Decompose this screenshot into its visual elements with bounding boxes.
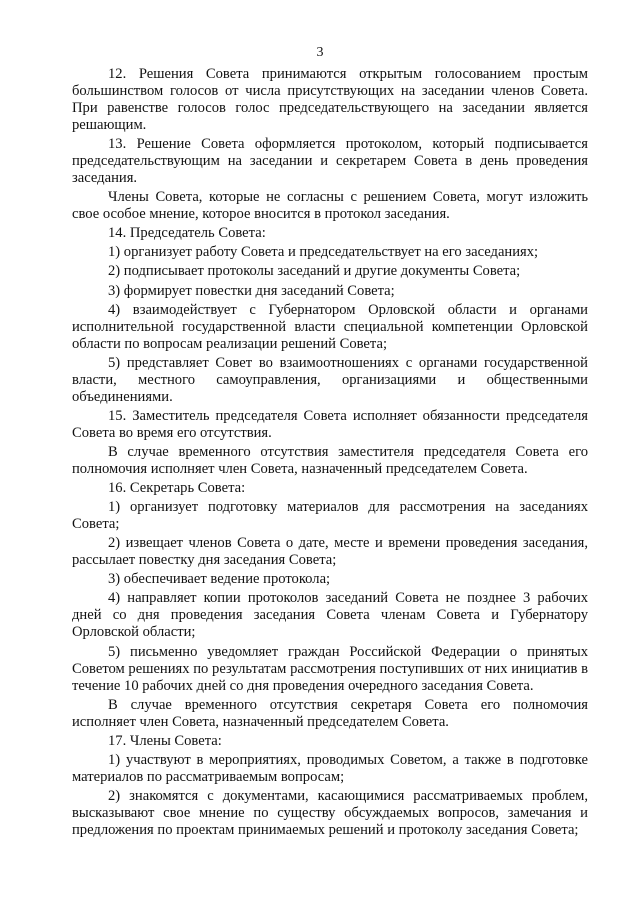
paragraph-17-item-2: 2) знакомятся с документами, касающимися рассматриваемых проблем, высказывают свое мнение по существу обсуждаемых вопросов, замечания и предложения по проектам принимаемых решений и протоколу заседания Совета; — [72, 787, 588, 838]
paragraph-14-item-1: 1) организует работу Совета и председательствует на его заседаниях; — [108, 244, 539, 261]
paragraph-16-item-1: 1) организует подготовку материалов для рассмотрения на заседаниях Совета; — [72, 499, 588, 533]
paragraph-14-item-2: 2) подписывает протоколы заседаний и другие документы Совета; — [108, 263, 521, 280]
page-number: 3 — [316, 45, 324, 60]
paragraph-16-heading: 16. Секретарь Совета: — [108, 480, 246, 497]
paragraph-14-heading: 14. Председатель Совета: — [108, 225, 266, 242]
paragraph-17-item-1: 1) участвуют в мероприятиях, проводимых Советом, а также в подготовке материалов по рассматриваемым вопросам; — [72, 751, 588, 785]
paragraph-16-item-4: 4) направляет копии протоколов заседаний Совета не позднее 3 рабочих дней со дня проведения заседания Совета членам Совета и Губернатору Орловской области; — [72, 590, 588, 641]
paragraph-17-heading: 17. Члены Совета: — [108, 732, 222, 749]
paragraph-14-item-4: 4) взаимодействует с Губернатором Орловской области и органами исполнительной государственной власти специальной компетенции Орловской области по вопросам реализации решений Совета; — [72, 301, 588, 352]
paragraph-16-item-3: 3) обеспечивает ведение протокола; — [108, 571, 331, 588]
paragraph-15-absence: В случае временного отсутствия заместителя председателя Совета его полномочия исполняет член Совета, назначенный председателем Совета. — [72, 443, 588, 477]
paragraph-13: 13. Решение Совета оформляется протоколом, который подписывается председательствующим на заседании и секретарем Совета в день проведения заседания. — [72, 136, 588, 187]
paragraph-16-absence: В случае временного отсутствия секретаря Совета его полномочия исполняет член Совета, назначенный председателем Совета. — [72, 696, 588, 730]
paragraph-15: 15. Заместитель председателя Совета исполняет обязанности председателя Совета во время его отсутствия. — [72, 407, 588, 441]
paragraph-12: 12. Решения Совета принимаются открытым голосованием простым большинством голосов от числа присутствующих на заседании членов Совета. При равенстве голосов голос председательствующего на заседании является решающим. — [72, 66, 588, 133]
paragraph-16-item-5: 5) письменно уведомляет граждан Российской Федерации о принятых Советом решениях по результатам рассмотрения поступивших от них инициатив в течение 10 рабочих дней со дня проведения очередного заседания Совета. — [72, 643, 588, 694]
paragraph-16-item-2: 2) извещает членов Совета о дате, месте и времени проведения заседания, рассылает повестку дня заседания Совета; — [72, 535, 588, 569]
paragraph-14-item-5: 5) представляет Совет во взаимоотношениях с органами государственной власти, местного самоуправления, организациями и общественными объединениями. — [72, 354, 588, 405]
paragraph-14-item-3: 3) формирует повестки дня заседаний Совета; — [108, 282, 395, 299]
document-body — [72, 66, 588, 841]
paragraph-dissent: Члены Совета, которые не согласны с решением Совета, могут изложить свое особое мнение, которое вносится в протокол заседания. — [72, 189, 588, 223]
